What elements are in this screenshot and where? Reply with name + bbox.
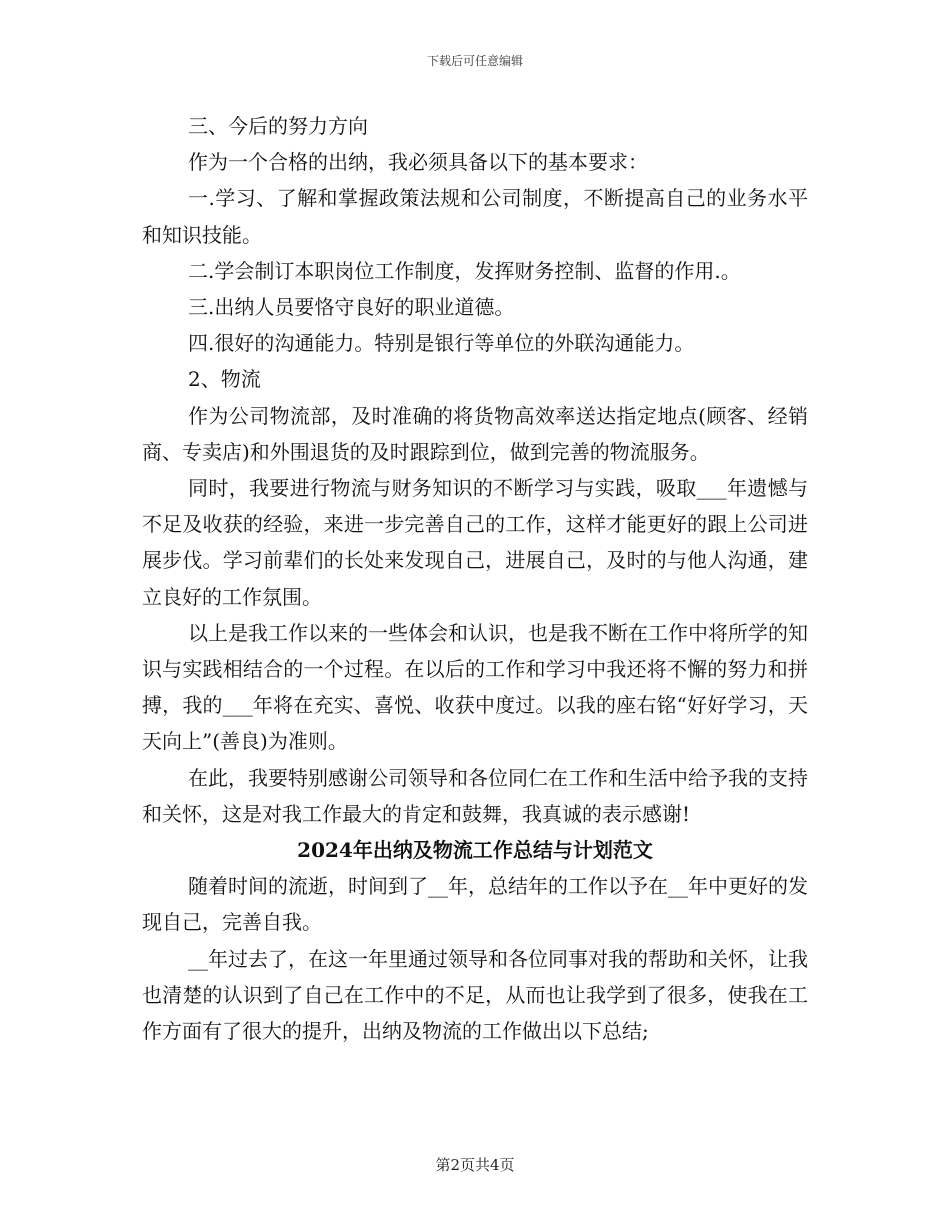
paragraph-requirement-4: 四.很好的沟通能力。特别是银行等单位的外联沟通能力。	[188, 331, 695, 356]
document-title: 2024年出纳及物流工作总结与计划范文	[297, 838, 653, 863]
document-body	[142, 108, 808, 1049]
paragraph-requirement-3: 三.出纳人员要恪守良好的职业道德。	[188, 295, 515, 320]
section-heading-logistics: 2、物流	[188, 367, 261, 392]
page-footer: 第2页共4页	[435, 1156, 515, 1174]
page-header: 下载后可任意编辑	[426, 54, 523, 68]
paragraph-logistics-dept: 作为公司物流部，及时准确的将货物高效率送达指定地点(顾客、经销商、专卖店)和外围退货的及时跟踪到位，做到完善的物流服务。	[142, 403, 808, 464]
paragraph-learning: 同时，我要进行物流与财务知识的不断学习与实践，吸取___年遗憾与不足及收获的经验，来进一步完善自己的工作，这样才能更好的跟上公司进展步伐。学习前辈们的长处来发现自己，进展自己，及时的与他人沟通，建立良好的工作氛围。	[142, 476, 808, 609]
paragraph-requirement-2: 二.学会制订本职岗位工作制度，发挥财务控制、监督的作用.。	[188, 258, 741, 283]
paragraph-year-review: __年过去了，在这一年里通过领导和各位同事对我的帮助和关怀，让我也清楚的认识到了自己在工作中的不足，从而也让我学到了很多，使我在工作方面有了很大的提升，出纳及物流的工作做出以下总结;	[142, 946, 808, 1044]
paragraph-requirement-1: 一.学习、了解和掌握政策法规和公司制度，不断提高自己的业务水平和知识技能。	[142, 186, 808, 247]
paragraph-opening: 随着时间的流逝，时间到了__年，总结年的工作以予在__年中更好的发现自己，完善自我。	[142, 874, 808, 935]
paragraph-thanks: 在此，我要特别感谢公司领导和各位同仁在工作和生活中给予我的支持和关怀，这是对我工作最大的肯定和鼓舞，我真诚的表示感谢!	[142, 765, 808, 826]
section-heading-future-direction: 三、今后的努力方向	[188, 114, 368, 138]
paragraph-reflection: 以上是我工作以来的一些体会和认识，也是我不断在工作中将所学的知识与实践相结合的一个过程。在以后的工作和学习中我还将不懈的努力和拼搏，我的___年将在充实、喜悦、收获中度过。以我的座右铭“好好学习，天天向上”(善良)为准则。	[142, 620, 808, 754]
paragraph-requirements-intro: 作为一个合格的出纳，我必须具备以下的基本要求：	[188, 150, 648, 175]
